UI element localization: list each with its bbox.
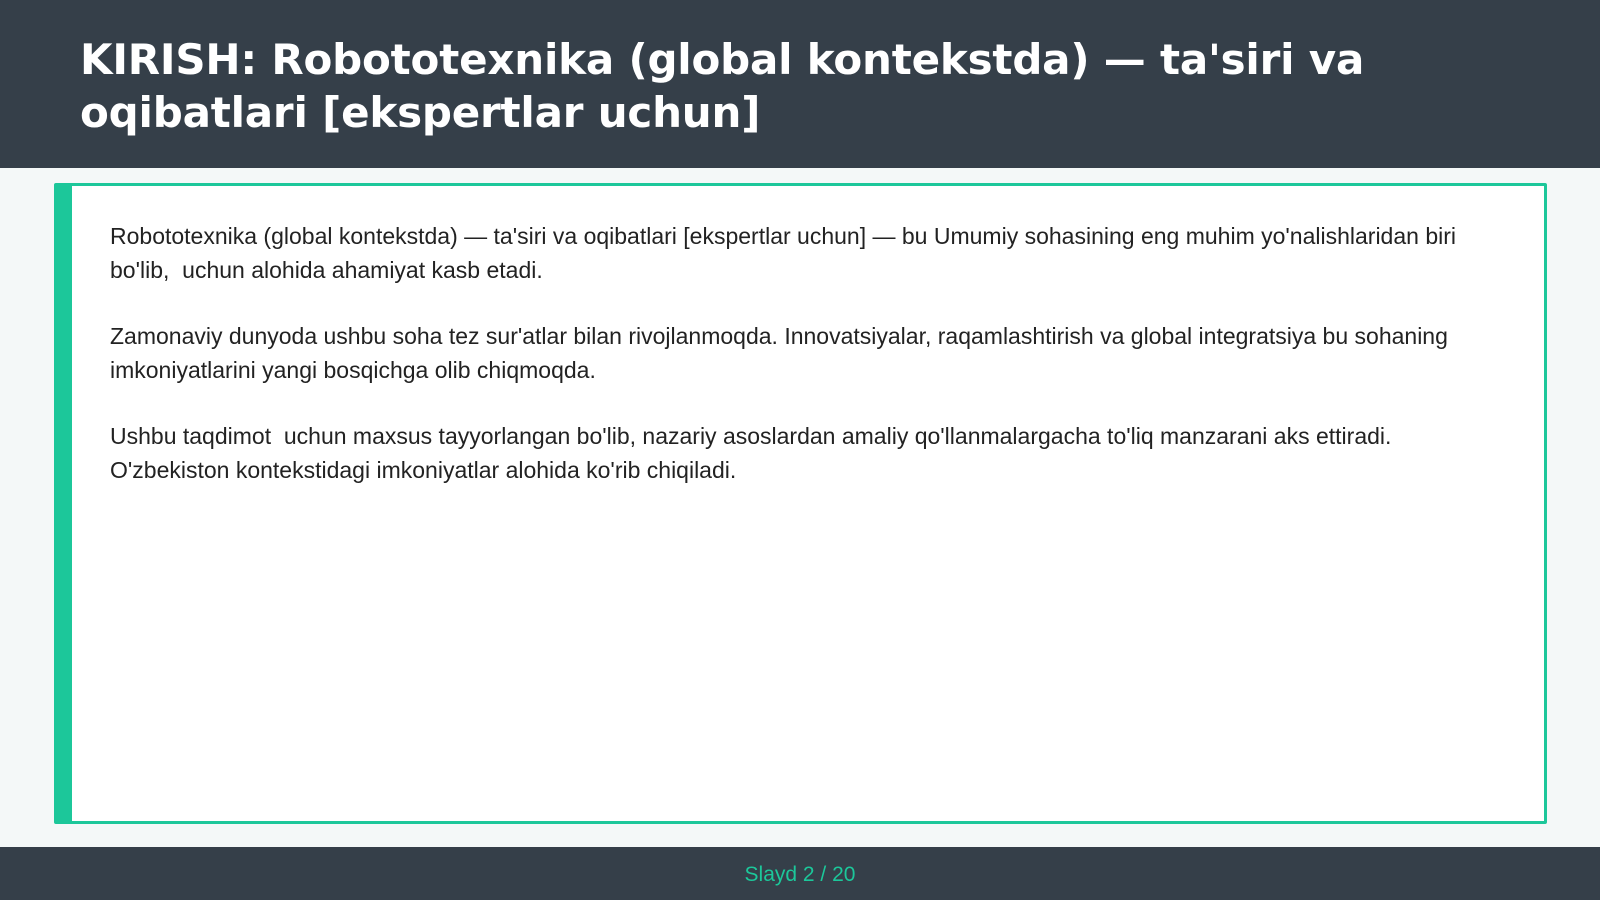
content-panel [54, 183, 1547, 824]
intro-paragraph: Robototexnika (global kontekstda) — ta'siri va oqibatlari [ekspertlar uchun] — bu Umumiy sohasining eng muhim yo'nalishlaridan biri bo'lib, uchun alohida ahamiyat kasb etadi. [110, 223, 1463, 283]
slide-title: KIRISH: Robototexnika (global kontekstda) — ta'siri va oqibatlari [ekspertlar uchun] [80, 35, 1365, 137]
slide-footer [0, 847, 1600, 900]
slide-header [0, 0, 1600, 168]
development-paragraph: Zamonaviy dunyoda ushbu soha tez sur'atlar bilan rivojlanmoqda. Innovatsiyalar, raqamlashtirish va global integratsiya bu sohaning imkoniyatlarini yangi bosqichga olib chiqmoqda. [110, 323, 1455, 383]
presentation-scope-paragraph: Ushbu taqdimot uchun maxsus tayyorlangan bo'lib, nazariy asoslardan amaliy qo'llanmalargacha to'liq manzarani aks ettiradi. O'zbekiston kontekstidagi imkoniyatlar alohida ko'rib chiqiladi. [110, 423, 1398, 483]
slide-counter: Slayd 2 / 20 [744, 863, 856, 886]
